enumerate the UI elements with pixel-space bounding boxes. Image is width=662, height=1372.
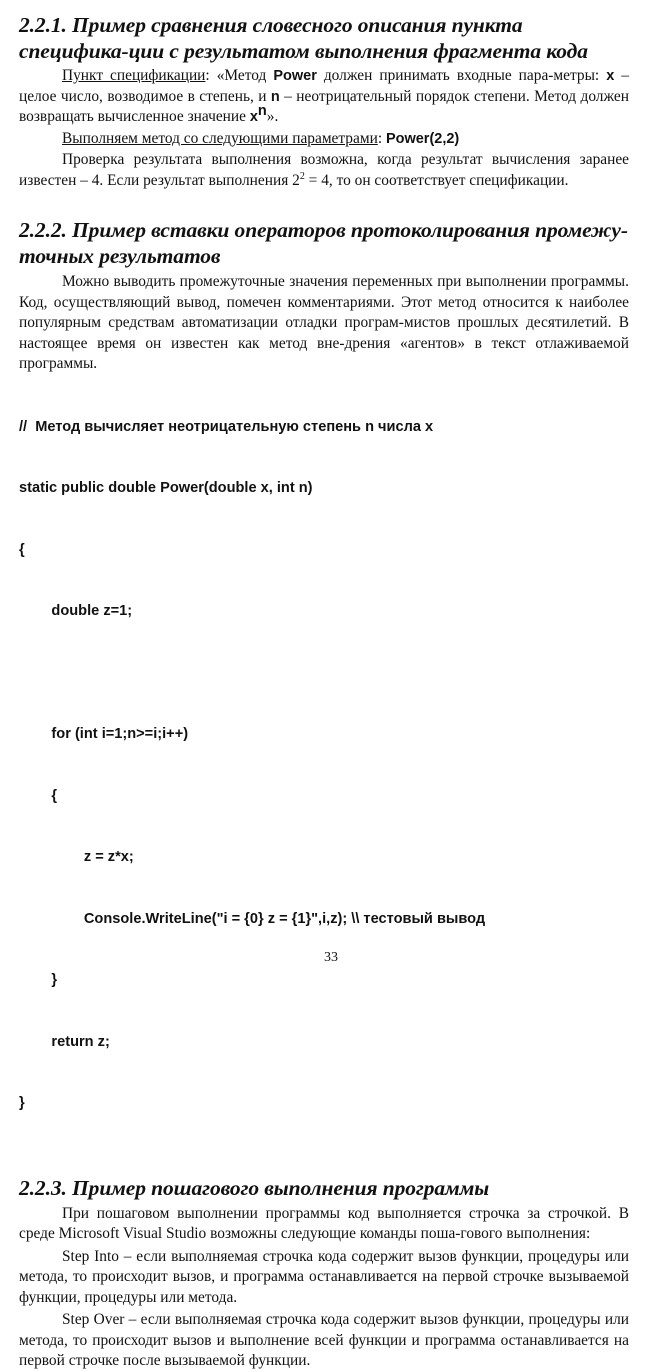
- code-line: static public double Power(double x, int n): [19, 480, 313, 496]
- section-heading-2-2-3: 2.2.3. Пример пошагового выполнения программы: [19, 1175, 490, 1200]
- code-line: z = z*x;: [19, 849, 134, 865]
- text-run: должен принимать входные пара-метры:: [316, 67, 607, 84]
- page-number: 33: [324, 950, 338, 965]
- code-line: {: [19, 787, 58, 804]
- code-line: return z;: [19, 1033, 110, 1050]
- code-n: n: [270, 88, 280, 105]
- code-line: double z=1;: [19, 603, 133, 619]
- code-power: Power: [273, 68, 317, 84]
- exponent: 2: [299, 170, 305, 182]
- code-x-power-exp: n: [257, 102, 267, 119]
- page-content: [19, 0, 629, 1372]
- text-run: – целое число, возводимое в степень, и: [19, 67, 629, 105]
- params-paragraph: [19, 129, 629, 150]
- code-line: Console.WriteLine("i = {0} z = {1}",i,z); \\ тестовый вывод: [19, 910, 486, 927]
- code-listing: [19, 376, 629, 1155]
- text-run: = 4, то он соответствует спецификации.: [304, 171, 569, 189]
- params-label: Выполняем метод со следующими параметрами: [62, 129, 378, 147]
- code-line: {: [19, 541, 25, 558]
- text-run: Проверка результата выполнения возможна, когда результат вычисления заранее известен – 4. Если результат выполнения 2: [19, 151, 629, 189]
- text-run: :: [377, 129, 386, 147]
- stepping-intro-paragraph: При пошаговом выполнении программы код выполняется строчка за строчкой. В среде Microsoft Visual Studio возможны следующие команды поша-гового выполнения:: [19, 1204, 629, 1242]
- logging-paragraph: Можно выводить промежуточные значения переменных при выполнении программы. Код, осуществляющий вывод, помечен комментариями. Этот метод относится к наиболее популярным средствам автоматизации отладки програм-мистов прошлых десятилетий. В настоящее время он известен как метод вне-дрения «агентов» в текст отлаживаемой программы.: [19, 273, 629, 372]
- text-run: : «Метод: [205, 67, 274, 84]
- check-paragraph: [19, 150, 629, 191]
- code-line: // Метод вычисляет неотрицательную степень n числа x: [19, 418, 434, 435]
- code-line: for (int i=1;n>=i;i++): [19, 726, 189, 742]
- code-line: }: [19, 972, 58, 988]
- code-x: x: [606, 68, 615, 84]
- code-line: [19, 663, 629, 684]
- code-x-power-base: x: [249, 109, 258, 125]
- section-heading-2-2-1: 2.2.1. Пример сравнения словесного описания пункта специфика-ции с результатом выполнения фрагмента кода: [19, 13, 588, 63]
- spec-label: Пункт спецификации: [62, 67, 206, 84]
- text-run: – неотрицательный порядок степени. Метод должен возвращать вычисленное значение: [19, 87, 629, 125]
- section-heading-2-2-2: 2.2.2. Пример вставки операторов протоколирования промежу-точных результатов: [19, 218, 628, 268]
- step-into-paragraph: Step Into – если выполняемая строчка кода содержит вызов функции, процедуры или метода, то происходит вызов, и программа останавливается на первой строчке вызываемой функции, процедуры или метода.: [19, 1247, 629, 1306]
- step-over-paragraph: Step Over – если выполняемая строчка кода содержит вызов функции, процедуры или метода, то происходит вызов и выполнение всей функции и программа останавливается на первой строчке после вызываемой функции.: [19, 1311, 629, 1369]
- text-run: ».: [266, 108, 279, 125]
- code-call: Power(2,2): [385, 130, 460, 147]
- spec-paragraph: [19, 66, 629, 128]
- code-line: }: [19, 1095, 25, 1111]
